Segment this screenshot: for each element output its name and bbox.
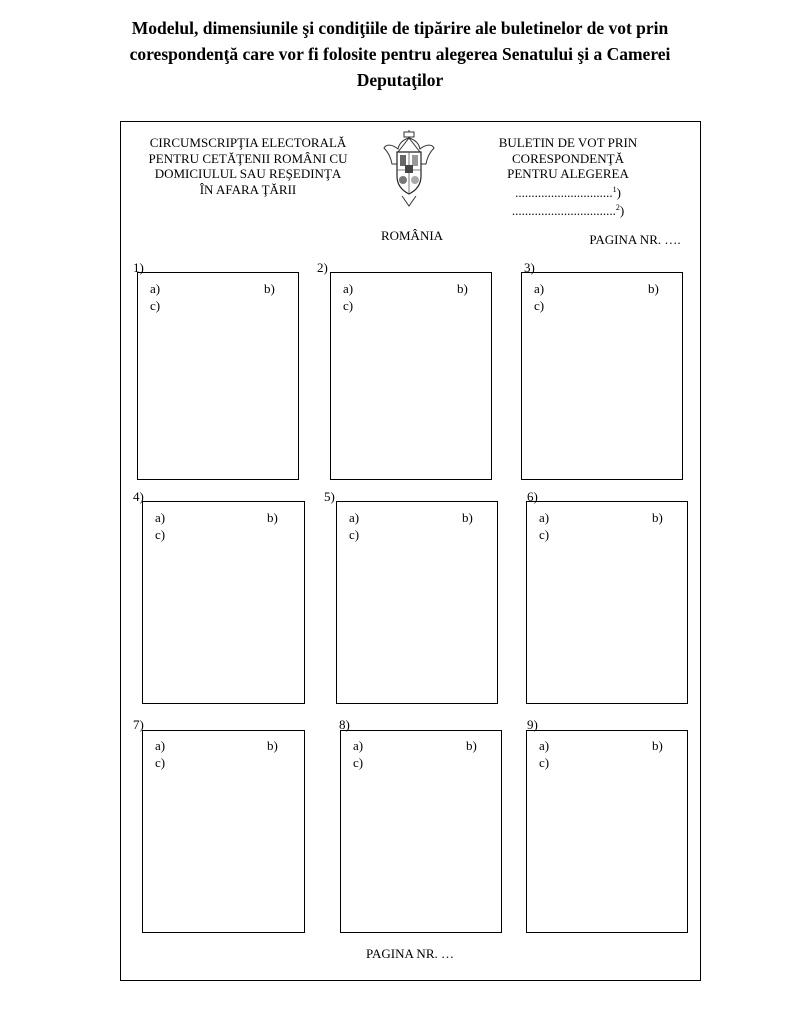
box-8-label-a: a)	[353, 738, 364, 753]
box-5-label-c: c)	[349, 527, 360, 542]
box-number-4: 4)	[133, 489, 144, 504]
candidate-box-1[interactable]	[137, 272, 299, 480]
box-number-7: 7)	[133, 717, 144, 732]
candidate-box-2[interactable]	[330, 272, 492, 480]
constituency-line-2: PENTRU CETĂŢENII ROMÂNI CU	[148, 150, 348, 166]
ballot-type-header	[480, 135, 656, 219]
box-9-label-b: b)	[652, 738, 663, 753]
election-dotted-line-2: ................................$^2$)	[511, 203, 625, 218]
title-line-2: corespondenţă care vor fi folosite pentru alegerea Senatului şi a Camerei	[129, 44, 671, 64]
box-number-1: 1)	[133, 260, 144, 275]
country-label: ROMÂNIA	[380, 228, 444, 243]
election-dotted-line-1: ..............................$^1$)	[515, 184, 621, 200]
box-9-label-c: c)	[539, 755, 550, 770]
candidate-box-6[interactable]	[526, 501, 688, 704]
box-number-5: 5)	[324, 489, 335, 504]
box-3-label-b: b)	[648, 281, 659, 296]
page-number-top: PAGINA NR. ….	[589, 232, 681, 247]
box-9-label-a: a)	[539, 738, 550, 753]
ballot-type-line-3: PENTRU ALEGEREA	[507, 166, 629, 181]
box-6-label-a: a)	[539, 510, 550, 525]
constituency-line-1: CIRCUMSCRIPŢIA ELECTORALĂ	[149, 135, 347, 150]
box-7-label-c: c)	[155, 755, 166, 770]
box-4-label-c: c)	[155, 527, 166, 542]
box-4-label-a: a)	[155, 510, 166, 525]
box-number-6: 6)	[527, 489, 538, 504]
box-7-label-b: b)	[267, 738, 278, 753]
box-5-label-a: a)	[349, 510, 360, 525]
box-1-label-b: b)	[264, 281, 275, 296]
box-2-label-b: b)	[457, 281, 468, 296]
box-7-label-a: a)	[155, 738, 166, 753]
box-number-3: 3)	[524, 260, 535, 275]
candidate-box-3[interactable]	[521, 272, 683, 480]
coat-of-arms-icon	[382, 130, 436, 208]
title-line-1: Modelul, dimensiunile şi condiţiile de tipărire ale buletinelor de vot prin	[131, 18, 669, 38]
page-number-bottom: PAGINA NR. …	[365, 946, 454, 961]
candidate-box-7[interactable]	[142, 730, 305, 933]
candidate-box-8[interactable]	[340, 730, 502, 933]
box-1-label-c: c)	[150, 298, 161, 313]
box-number-8: 8)	[339, 717, 350, 732]
box-1-label-a: a)	[150, 281, 161, 296]
candidate-box-5[interactable]	[336, 501, 498, 704]
constituency-line-3: DOMICIULUL SAU REŞEDINŢA	[154, 166, 342, 181]
ballot-type-line-2: CORESPONDENŢĂ	[512, 150, 624, 166]
box-8-label-b: b)	[466, 738, 477, 753]
box-5-label-b: b)	[462, 510, 473, 525]
box-8-label-c: c)	[353, 755, 364, 770]
candidate-box-4[interactable]	[142, 501, 305, 704]
box-4-label-b: b)	[267, 510, 278, 525]
document-title	[40, 15, 760, 93]
ballot-type-line-1: BULETIN DE VOT PRIN	[498, 135, 638, 150]
constituency-header	[130, 135, 366, 197]
box-6-label-b: b)	[652, 510, 663, 525]
box-number-9: 9)	[527, 717, 538, 732]
box-2-label-a: a)	[343, 281, 354, 296]
box-2-label-c: c)	[343, 298, 354, 313]
box-number-2: 2)	[317, 260, 328, 275]
box-3-label-a: a)	[534, 281, 545, 296]
title-line-3: Deputaţilor	[356, 70, 444, 90]
box-6-label-c: c)	[539, 527, 550, 542]
constituency-line-4: ÎN AFARA ŢĂRII	[199, 181, 297, 197]
box-3-label-c: c)	[534, 298, 545, 313]
candidate-box-9[interactable]	[526, 730, 688, 933]
